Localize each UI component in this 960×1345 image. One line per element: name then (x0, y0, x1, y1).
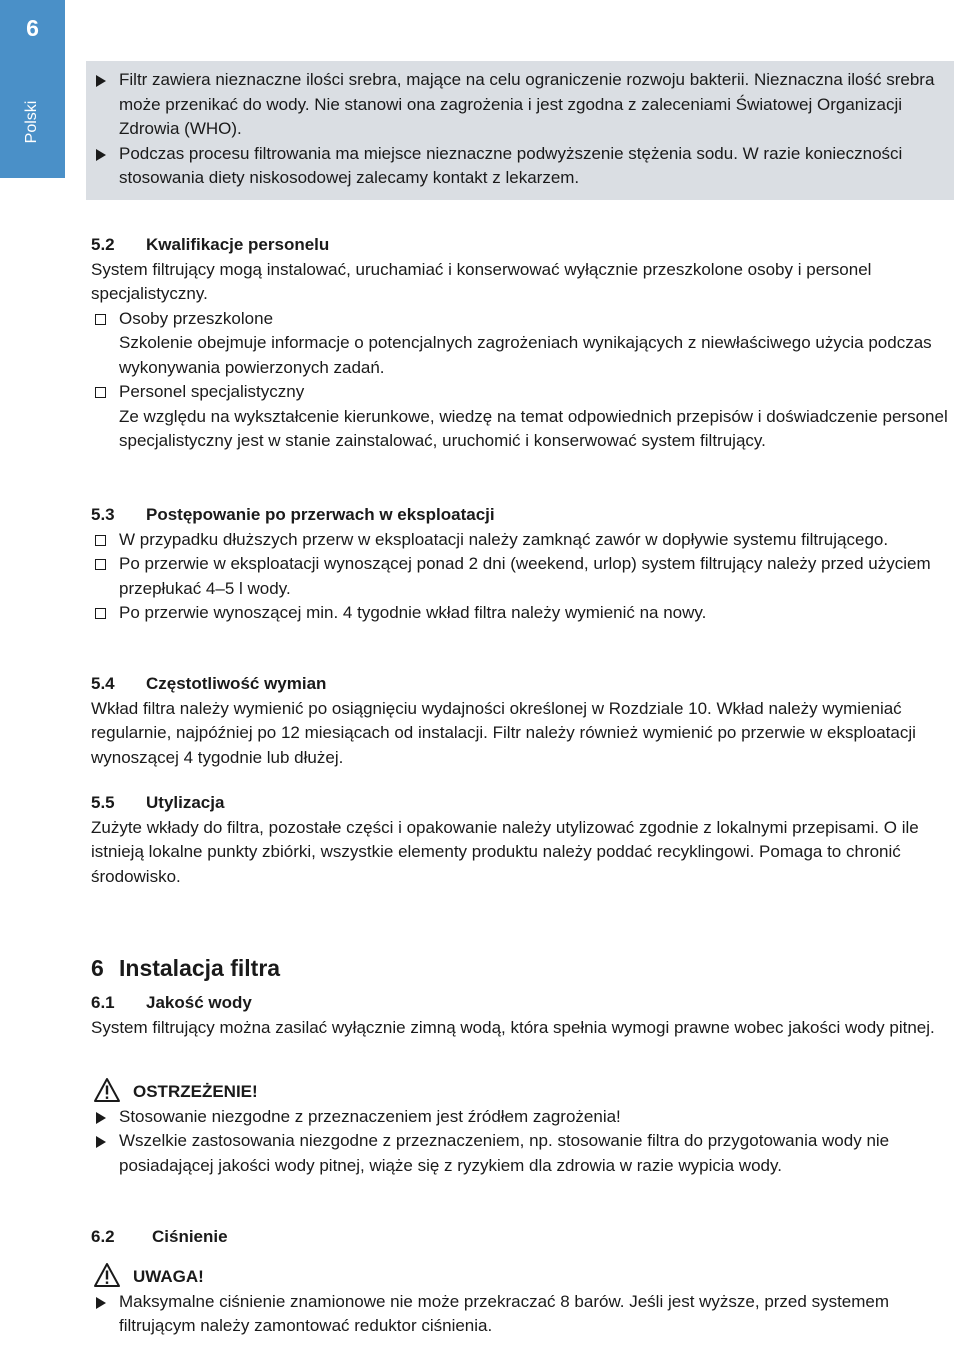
section-5-4 (91, 672, 956, 770)
list-item: Filtr zawiera nieznaczne ilości srebra, mające na celu ograniczenie rozwoju bakterii. Nieznaczna ilość srebra może przenikać do wody. Nie stanowi ona zagrożenia i jest zgodna z zaleceniami Światowej Organizacji Zdrowia (WHO). (91, 68, 956, 142)
square-bullet-icon (95, 387, 106, 398)
list-item: Wszelkie zastosowania niezgodne z przeznaczeniem, np. stosowanie filtra do przygotowania wody nie posiadającej jakości wody pitnej, wiąże się z ryzykiem dla zdrowia w razie wypicia wody. (91, 1129, 956, 1178)
triangle-bullet-icon (96, 1297, 106, 1309)
warning-label: OSTRZEŻENIE! (91, 1080, 956, 1105)
square-bullet-icon (95, 559, 106, 570)
list-item: Osoby przeszkolone Szkolenie obejmuje informacje o potencjalnych zagrożeniach wynikających z niewłaściwego użycia podczas wykonywania powierzonych zadań. (91, 307, 956, 381)
section-6-2 (91, 1225, 956, 1250)
language-label: Polski (23, 100, 40, 144)
square-bullet-icon (95, 608, 106, 619)
square-bullet-icon (95, 535, 106, 546)
notice-bullets (91, 68, 956, 191)
section-5-5 (91, 791, 956, 889)
warning-block (91, 1265, 956, 1339)
list-item: Po przerwie wynoszącej min. 4 tygodnie wkład filtra należy wymienić na nowy. (91, 601, 956, 626)
section-text: Wkład filtra należy wymienić po osiągnięciu wydajności określonej w Rozdziale 10. Wkład należy wymieniać regularnie, najpóźniej po 12 miesiącach od instalacji. Filtr należy również wymienić po przerwie w eksploatacji wynoszącej 4 tygodnie lub dłużej. (91, 698, 916, 767)
page-number: 6 (26, 15, 39, 41)
list-item: W przypadku dłuższych przerw w eksploatacji należy zamknąć zawór w dopływie systemu filtrującego. (91, 528, 956, 553)
warning-icon (93, 1262, 121, 1288)
section-heading: 6.1 Jakość wody (91, 993, 252, 1012)
warning-icon (93, 1077, 121, 1103)
chapter-heading: 6 Instalacja filtra (91, 955, 281, 981)
list-item: Podczas procesu filtrowania ma miejsce nieznaczne podwyższenie stężenia sodu. W razie konieczności stosowania diety niskosodowej zalecamy kontakt z lekarzem. (91, 142, 956, 191)
triangle-bullet-icon (96, 1136, 106, 1148)
side-tab (0, 0, 65, 178)
warning-label: UWAGA! (91, 1265, 956, 1290)
section-intro: System filtrujący mogą instalować, uruchamiać i konserwować wyłącznie przeszkolone osoby i personel specjalistyczny. (91, 259, 872, 303)
triangle-bullet-icon (96, 149, 106, 161)
triangle-bullet-icon (96, 1112, 106, 1124)
section-text: Zużyte wkłady do filtra, pozostałe części i opakowanie należy utylizować zgodnie z lokalnymi przepisami. O ile istnieją lokalne punkty zbiórki, wszystkie elementy produktu należy poddać recyklingowi. Pomaga to chronić środowisko. (91, 817, 919, 886)
triangle-bullet-icon (96, 75, 106, 87)
list-item: Personel specjalistyczny Ze względu na wykształcenie kierunkowe, wiedzę na temat odpowiednich przepisów i doświadczenie personel specjalistyczny jest w stanie zainstalować, uruchomić i konserwować system filtrujący. (91, 380, 956, 454)
section-heading: 6.2 Ciśnienie (91, 1227, 228, 1246)
chapter-6 (91, 954, 956, 982)
list-item: Po przerwie w eksploatacji wynoszącej ponad 2 dni (weekend, urlop) system filtrujący należy przed użyciem przepłukać 4–5 l wody. (91, 552, 956, 601)
section-heading: 5.4 Częstotliwość wymian (91, 674, 327, 693)
square-bullet-icon (95, 314, 106, 325)
section-heading: 5.5 Utylizacja (91, 793, 225, 812)
section-5-3 (91, 503, 956, 626)
section-heading: 5.3 Postępowanie po przerwach w eksploatacji (91, 505, 495, 524)
list-item: Stosowanie niezgodne z przeznaczeniem jest źródłem zagrożenia! (91, 1105, 956, 1130)
list-item: Maksymalne ciśnienie znamionowe nie może przekraczać 8 barów. Jeśli jest wyższe, przed systemem filtrującym należy zamontować reduktor ciśnienia. (91, 1290, 956, 1339)
section-6-1 (91, 991, 956, 1040)
section-heading: 5.2 Kwalifikacje personelu (91, 235, 330, 254)
section-5-2 (91, 233, 956, 454)
section-text: System filtrujący można zasilać wyłącznie zimną wodą, która spełnia wymogi prawne wobec jakości wody pitnej. (91, 1017, 935, 1037)
warning-block (91, 1080, 956, 1178)
